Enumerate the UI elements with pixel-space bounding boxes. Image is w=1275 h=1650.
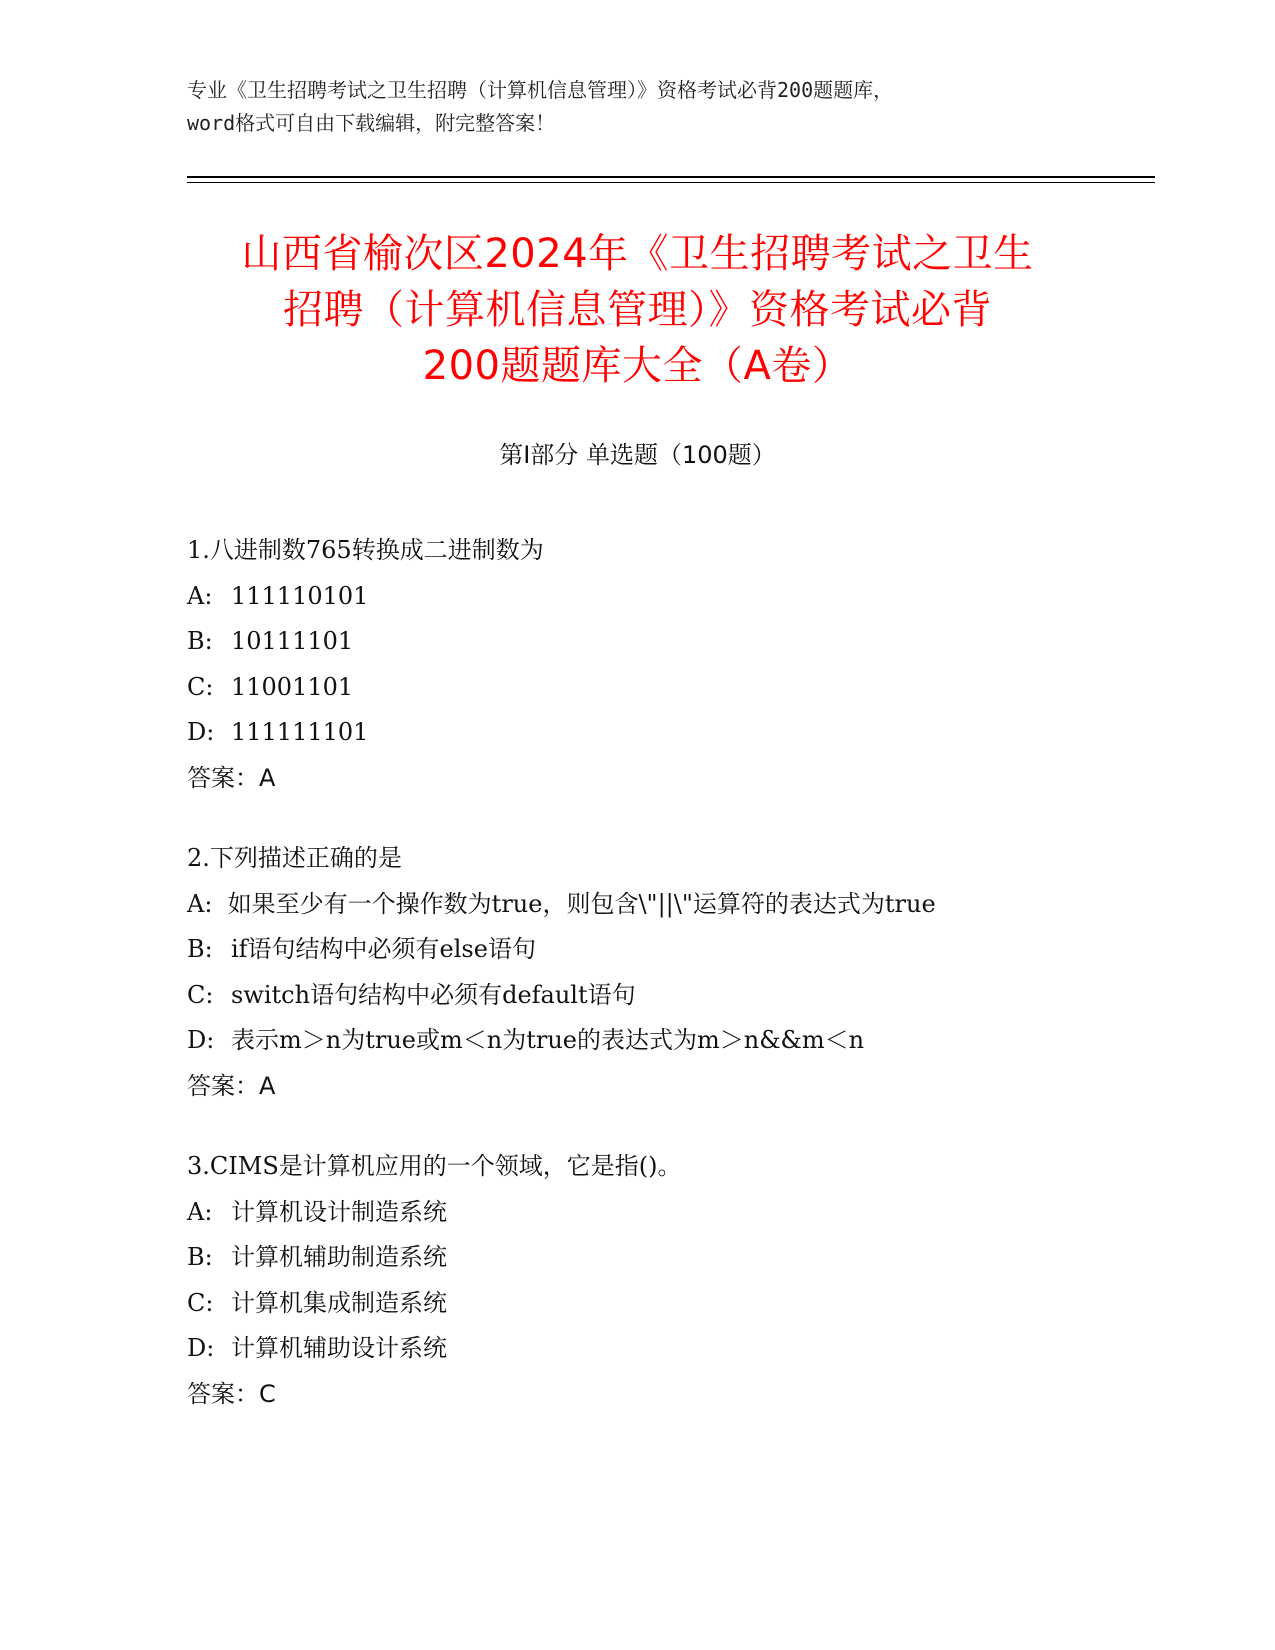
option-text: 111111101 bbox=[231, 718, 369, 746]
option-text: 计算机集成制造系统 bbox=[231, 1288, 447, 1317]
option-letter: C: bbox=[187, 1288, 214, 1317]
answer-line: 答案：C bbox=[187, 1379, 276, 1408]
option-b bbox=[187, 619, 1067, 665]
option-a bbox=[187, 574, 1067, 620]
question-stem: 3.CIMS是计算机应用的一个领域，它是指()。 bbox=[187, 1152, 682, 1180]
question-stem: 1.八进制数765转换成二进制数为 bbox=[187, 536, 544, 564]
option-b bbox=[187, 927, 1067, 973]
option-d bbox=[187, 710, 1067, 756]
option-letter: A: bbox=[187, 889, 213, 918]
option-letter: D: bbox=[187, 718, 215, 746]
question-2 bbox=[187, 836, 1067, 1109]
document-title-line-3: 200题题库大全（A卷） bbox=[422, 343, 853, 389]
header-divider-thick bbox=[187, 176, 1155, 178]
option-text: 111110101 bbox=[231, 581, 369, 610]
option-letter: B: bbox=[187, 935, 213, 963]
option-text: 计算机辅助设计系统 bbox=[231, 1334, 447, 1362]
option-letter: D: bbox=[187, 1026, 215, 1054]
option-letter: D: bbox=[187, 1334, 215, 1362]
option-d bbox=[187, 1018, 1067, 1064]
question-1 bbox=[187, 528, 1067, 801]
header-note-line-1: 专业《卫生招聘考试之卫生招聘（计算机信息管理）》资格考试必背200题题库， bbox=[187, 78, 894, 102]
document-title-line-1: 山西省榆次区2024年《卫生招聘考试之卫生 bbox=[241, 231, 1034, 277]
option-a bbox=[187, 1190, 1067, 1236]
option-letter: B: bbox=[187, 627, 213, 655]
question-stem: 2.下列描述正确的是 bbox=[187, 844, 402, 872]
header-divider-thin bbox=[187, 182, 1155, 183]
option-c bbox=[187, 973, 1067, 1019]
question-3 bbox=[187, 1144, 1067, 1417]
header-note-line-2: word格式可自由下载编辑，附完整答案！ bbox=[187, 111, 556, 135]
option-d bbox=[187, 1326, 1067, 1372]
option-letter: A: bbox=[187, 581, 213, 610]
option-text: switch语句结构中必须有default语句 bbox=[231, 980, 636, 1009]
header-note bbox=[187, 74, 1087, 140]
option-c bbox=[187, 665, 1067, 711]
option-letter: C: bbox=[187, 980, 214, 1009]
question-list bbox=[187, 528, 1067, 1452]
option-text: 表示m＞n为true或m＜n为true的表达式为m＞n&&m＜n bbox=[231, 1026, 865, 1054]
document-title-line-2: 招聘（计算机信息管理）》资格考试必背 bbox=[283, 287, 992, 333]
option-text: 计算机设计制造系统 bbox=[231, 1197, 447, 1226]
option-text: 11001101 bbox=[231, 672, 354, 701]
option-a bbox=[187, 882, 1067, 928]
option-b bbox=[187, 1235, 1067, 1281]
option-text: if语句结构中必须有else语句 bbox=[231, 935, 536, 963]
option-c bbox=[187, 1281, 1067, 1327]
answer-line: 答案：A bbox=[187, 1071, 276, 1100]
option-letter: B: bbox=[187, 1243, 213, 1271]
option-text: 计算机辅助制造系统 bbox=[231, 1243, 447, 1271]
option-text: 如果至少有一个操作数为true，则包含\"||\"运算符的表达式为true bbox=[227, 889, 936, 918]
option-letter: A: bbox=[187, 1197, 213, 1226]
option-text: 10111101 bbox=[231, 627, 354, 655]
answer-line: 答案：A bbox=[187, 763, 276, 792]
option-letter: C: bbox=[187, 672, 214, 701]
section-title: 第I部分 单选题（100题） bbox=[499, 441, 776, 469]
document-title bbox=[160, 226, 1115, 394]
